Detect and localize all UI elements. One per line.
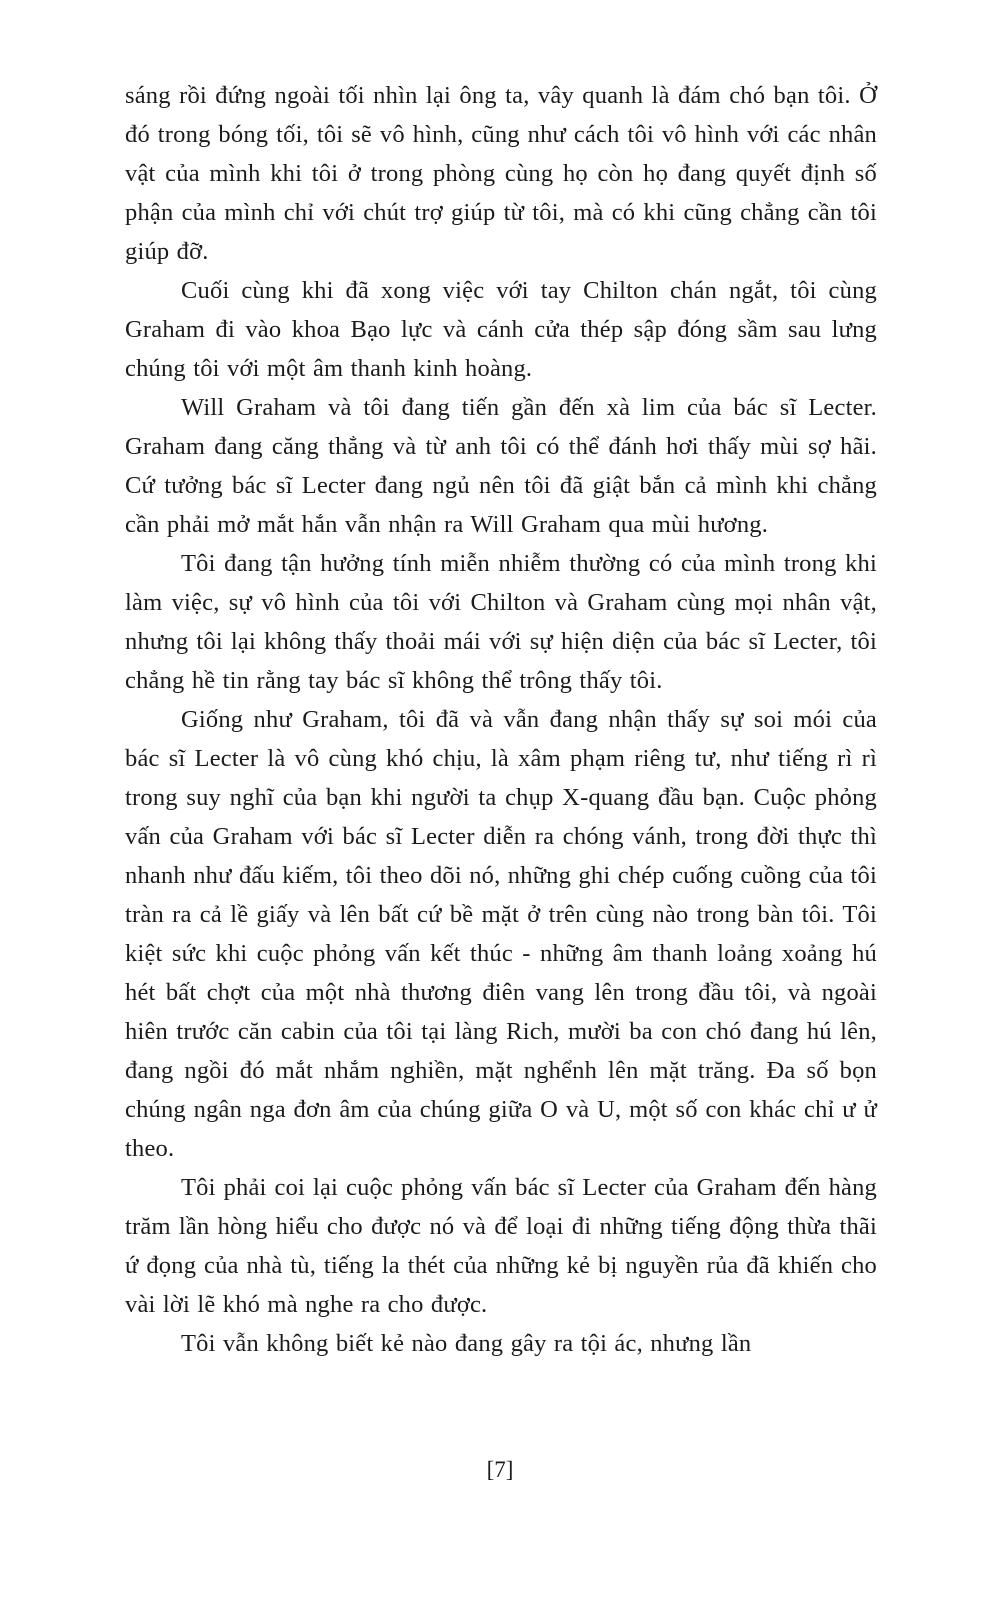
- page-text: [125, 76, 877, 1363]
- page-number: [7]: [486, 1457, 514, 1482]
- paragraph: Tôi phải coi lại cuộc phỏng vấn bác sĩ Lecter của Graham đến hàng trăm lần hòng hiểu cho được nó và để loại đi những tiếng động thừa thãi ứ đọng của nhà tù, tiếng la thét của những kẻ bị nguyền rủa đã khiến cho vài lời lẽ khó mà nghe ra cho được.: [125, 1174, 877, 1318]
- paragraph: Tôi vẫn không biết kẻ nào đang gây ra tội ác, nhưng lần: [181, 1330, 752, 1357]
- paragraph: Will Graham và tôi đang tiến gần đến xà lim của bác sĩ Lecter. Graham đang căng thẳng và từ anh tôi có thể đánh hơi thấy mùi sợ hãi. Cứ tưởng bác sĩ Lecter đang ngủ nên tôi đã giật bắn cả mình khi chẳng cần phải mở mắt hắn vẫn nhận ra Will Graham qua mùi hương.: [125, 394, 877, 538]
- paragraph: Tôi đang tận hưởng tính miễn nhiễm thường có của mình trong khi làm việc, sự vô hình của tôi với Chilton và Graham cùng mọi nhân vật, nhưng tôi lại không thấy thoải mái với sự hiện diện của bác sĩ Lecter, tôi chẳng hề tin rằng tay bác sĩ không thể trông thấy tôi.: [125, 550, 877, 694]
- paragraph: Giống như Graham, tôi đã và vẫn đang nhận thấy sự soi mói của bác sĩ Lecter là vô cùng khó chịu, là xâm phạm riêng tư, như tiếng rì rì trong suy nghĩ của bạn khi người ta chụp X-quang đầu bạn. Cuộc phỏng vấn của Graham với bác sĩ Lecter diễn ra chóng vánh, trong đời thực thì nhanh như đấu kiếm, tôi theo dõi nó, những ghi chép cuống cuồng của tôi tràn ra cả lề giấy và lên bất cứ bề mặt ở trên cùng nào trong bàn tôi. Tôi kiệt sức khi cuộc phỏng vấn kết thúc - những âm thanh loảng xoảng hú hét bất chợt của một nhà thương điên vang lên trong đầu tôi, và ngoài hiên trước căn cabin của tôi tại làng Rich, mười ba con chó đang hú lên, đang ngồi đó mắt nhắm nghiền, mặt nghểnh lên mặt trăng. Đa số bọn chúng ngân nga đơn âm của chúng giữa O và U, một số con khác chỉ ư ử theo.: [125, 706, 877, 1162]
- paragraph: Cuối cùng khi đã xong việc với tay Chilton chán ngắt, tôi cùng Graham đi vào khoa Bạo lực và cánh cửa thép sập đóng sầm sau lưng chúng tôi với một âm thanh kinh hoàng.: [125, 277, 877, 382]
- paragraph: sáng rồi đứng ngoài tối nhìn lại ông ta, vây quanh là đám chó bạn tôi. Ở đó trong bóng tối, tôi sẽ vô hình, cũng như cách tôi vô hình với các nhân vật của mình khi tôi ở trong phòng cùng họ còn họ đang quyết định số phận của mình chỉ với chút trợ giúp từ tôi, mà có khi cũng chẳng cần tôi giúp đỡ.: [125, 82, 877, 265]
